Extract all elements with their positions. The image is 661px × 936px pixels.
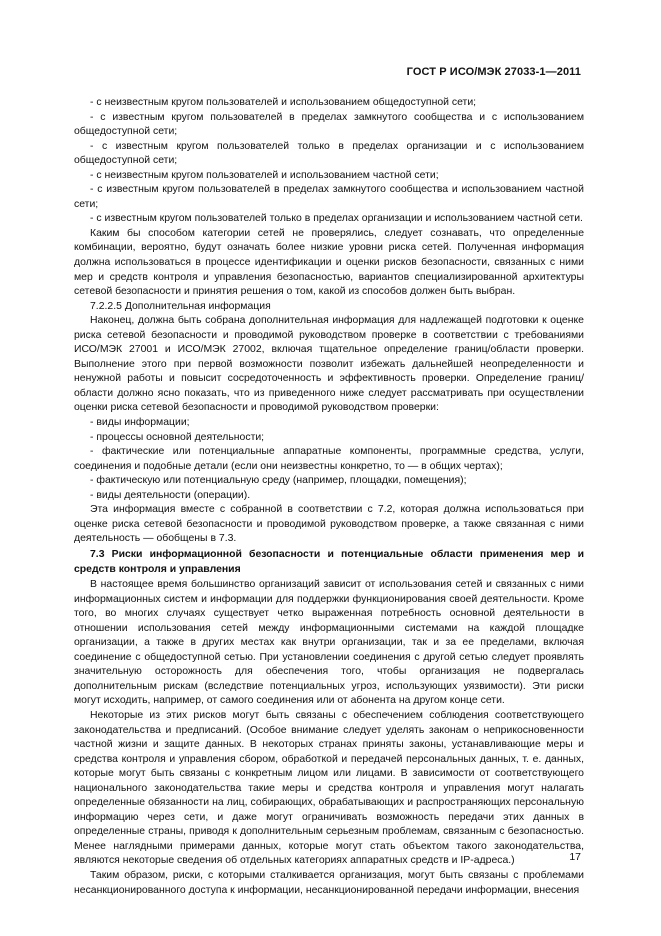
list-item: - с известным кругом пользователей только в пределах организации и использованием частной сети. [90, 213, 583, 225]
section-heading: 7.3 Риски информационной безопасности и потенциальные области применения мер и средств контроля и управления [74, 548, 584, 575]
document-header: ГОСТ Р ИСО/МЭК 27033-1—2011 [406, 66, 581, 78]
list-item: - виды деятельности (операции). [90, 489, 251, 501]
list-item: - с известным кругом пользователей в пределах замкнутого сообщества и с использованием общедоступной сети; [74, 111, 584, 138]
page-number: 17 [569, 851, 581, 863]
list-item: - с известным кругом пользователей в пределах замкнутого сообщества и использованием частной сети; [74, 184, 584, 210]
list-item: - фактическую или потенциальную среду (например, площадки, помещения); [90, 475, 467, 487]
list-item: - с неизвестным кругом пользователей и использованием общедоступной сети; [90, 97, 477, 108]
paragraph: Эта информация вместе с собранной в соответствии с 7.2, которая должна использоваться при оценке риска сетевой безопасности и проводимой руководством проверке, а также связанная с ними деятельность — обобщены в 7.3. [74, 504, 584, 545]
subsection-title: 7.2.2.5 Дополнительная информация [90, 300, 271, 312]
list-item: - с известным кругом пользователей только в пределах организации и с использованием общедоступной сети; [74, 140, 584, 167]
list-item: - процессы основной деятельности; [90, 431, 265, 443]
paragraph: Каким бы способом категории сетей не проверялись, следует сознавать, что определенные комбинации, вероятно, будут означать более низкие уровни риска сетей. Полученная информация должна использоваться в процессе идентификации и оценки рисков безопасности, связанных с ними мер и средств контроля и управления безопасностью, вариантов специализированной архитектуры сетевой безопасности и принятия решения о том, какой из способов должен быть выбран. [74, 227, 584, 298]
list-item: - виды информации; [90, 417, 190, 429]
paragraph: Таким образом, риски, с которыми сталкивается организация, могут быть связаны с проблемами несанкционированного доступа к информации, несанкционированной передачи информации, внесения [74, 869, 584, 896]
list-item: - фактические или потенциальные аппаратные компоненты, программные средства, услуги, соединения и подобные детали (если они неизвестны конкретно, то — в общих чертах); [74, 446, 584, 472]
paragraph: Наконец, должна быть собрана дополнительная информация для надлежащей подготовки к оценке риска сетевой безопасности и проводимой руководством проверке в соответствии с требованиями ИСО/МЭК 27001 и ИСО/МЭК 27002, включая тщательное определение границ/области проверки. Выполнение этого при первой возможности позволит избежать дальнейшей неопределенности и ненужной работы и повысит сосредоточенность и эффективность проверки. Определение границ/области должно ясно показать, что из приведенного ниже следует рассматривать при осуществлении оценки риска сетевой безопасности и проводимой руководством проверки: [74, 315, 584, 414]
paragraph: В настоящее время большинство организаций зависит от использования сетей и связанных с ними информационных систем и информации для поддержки функционирования своей деятельности. Кроме того, во многих случаях существует четко выраженная потребность основной деятельности в отношении использования сетей между информационными системами на каждой площадке организации, а также в других местах как внутри организации, так и за ее пределами, включая соединение с общедоступной сетью. При установлении соединения с другой сетью следует проявлять значительную осторожность для обеспечения того, чтобы организация не подвергалась дополнительным рискам (вследствие потенциальных угроз, использующих уязвимости). Эти риски могут исходить, например, от самого соединения или от абонента на другом конце сети. [74, 579, 584, 707]
paragraph: Некоторые из этих рисков могут быть связаны с обеспечением соблюдения соответствующего законодательства и предписаний. (Особое внимание следует уделять законам о неприкосновенности частной жизни и защите данных. В некоторых странах приняты законы, устанавливающие меры и средства контроля и управления сбором, обработкой и передачей персональных данных, т. е. данных, которые могут быть связаны с конкретным лицом или лицами. В зависимости от соответствующего национального законодательства такие меры и средства контроля и управления могут налагать определенные обязанности на лиц, собирающих, обрабатывающих и распространяющих персональную информацию через сети, и даже могут ограничивать возможность передачи этих данных в определенные страны, приводя к дополнительным серьезным проблемам, связанным с безопасностью. Менее наглядными примерами данных, которые могут стать объектом такого законодательства, являются некоторые сведения об отдельных категориях аппаратных средств и IP-адреса.) [74, 709, 584, 867]
list-item: - с неизвестным кругом пользователей и использованием частной сети; [90, 169, 439, 181]
page-body [74, 96, 584, 898]
